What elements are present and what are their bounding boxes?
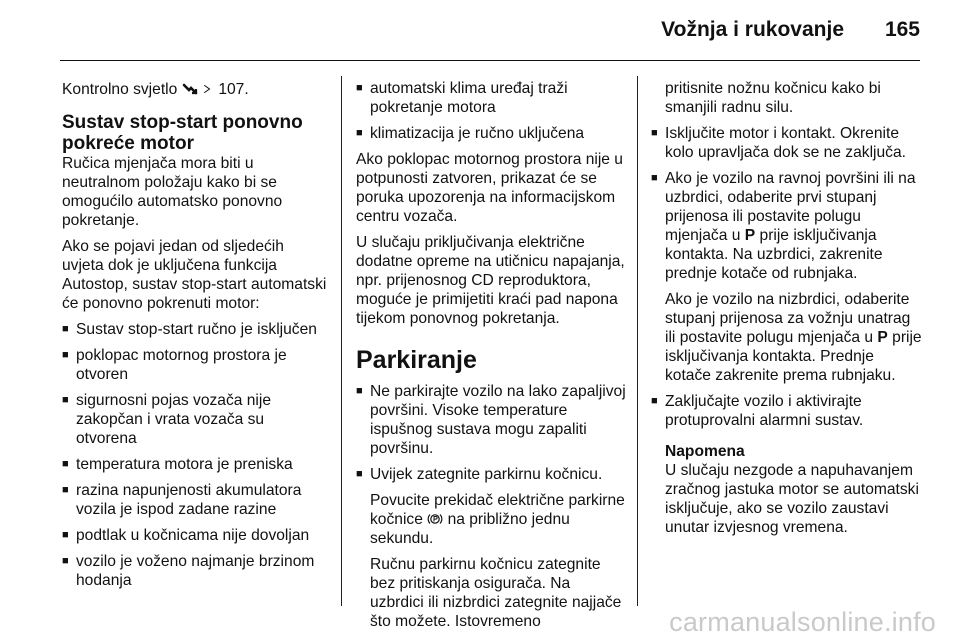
note-title: Napomena [665, 443, 745, 460]
header-title: Vožnja i rukovanje [661, 18, 844, 41]
list-item: ■ poklopac motornog prostora je otvoren [62, 346, 328, 384]
column-2 [356, 79, 626, 638]
gear-letter: P [744, 227, 756, 244]
list-item: ■ temperatura motora je preniska [62, 455, 328, 474]
paragraph: Ako poklopac motornog prostora nije u potpunosti zatvoren, prikazat će se poruka upozorenja na informacijskom centru vozača. [356, 151, 623, 225]
paragraph: Ručnu parkirnu kočnicu zategnite bez pritiskanja osigurača. Na uzbrdici ili nizbrdici zategnite najjače što možete. Istovremeno [370, 556, 622, 630]
list-item: ■ Isključite motor i kontakt. Okrenite kolo upravljača dok se ne zaključa. [651, 124, 923, 162]
list-item: ■ Zaključajte vozilo i aktivirajte protuprovalni alarmni sustav. [651, 392, 923, 430]
gear-letter: P [877, 329, 888, 346]
note-text: U slučaju nezgode a napuhavanjem zračnog jastuka motor se automatski isključuje, ako se vozilo zaustavi unutar izvjesnog vremena. [665, 462, 919, 536]
column-divider [637, 76, 638, 606]
paragraph: Ručica mjenjača mora biti u neutralnom položaju kako bi se omogućilo automatsko ponovno pokretanje. [62, 155, 283, 229]
column-1 [62, 80, 328, 597]
section-title: Parkiranje [356, 346, 477, 374]
list-item: ■ Sustav stop-start ručno je isključen [62, 320, 328, 339]
stop-start-indicator-icon [182, 82, 198, 96]
parking-brake-icon [427, 512, 443, 526]
column-divider [341, 76, 342, 606]
header-rule [60, 60, 920, 61]
list-item: ■ Uvijek zategnite parkirnu kočnicu. [356, 465, 626, 484]
list-item: ■ Ne parkirajte vozilo na lako zapaljivoj površini. Visoke temperature ispušnog sustava mogu zapaliti površinu. [356, 382, 626, 458]
list-item: ■ Ako je vozilo na ravnoj površini ili na uzbrdici, odaberite prvi stupanj prijenosa ili postavite polugu mjenjača u P prije isključivanja kontakta. Na uzbrdici, zakrenite prednje kotače od rubnjaka. [651, 169, 923, 283]
bullet-list [651, 124, 923, 283]
bullet-list [62, 320, 328, 590]
bullet-list [356, 79, 626, 143]
list-item: ■ klimatizacija je ručno uključena [356, 124, 626, 143]
watermark: carmanualsonline.info [669, 607, 936, 637]
bullet-list [356, 382, 626, 484]
paragraph: U slučaju priključivanja električne dodatne opreme na utičnicu napajanja, npr. prijenosnog CD reproduktora, moguće je primijetiti kraći pad napona tijekom ponovnog pokretanja. [356, 234, 625, 327]
subsection-heading: Sustav stop-start ponovno pokreće motor [62, 112, 303, 154]
list-item: ■ sigurnosni pojas vozača nije zakopčan i vrata vozača su otvorena [62, 391, 328, 448]
list-item: ■ razina napunjenosti akumulatora vozila je ispod zadane razine [62, 481, 328, 519]
paragraph: Ako je vozilo na nizbrdici, odaberite stupanj prijenosa za vožnju unatrag ili postavite polugu mjenjača u P prije isključivanja kontakta. Prednje kotače zakrenite prema rubnjaku. [665, 291, 922, 384]
page-number: 165 [884, 18, 920, 41]
page-header [0, 0, 960, 60]
note-box [651, 442, 923, 537]
intro-line: Kontrolno svjetlo 107. [62, 81, 249, 98]
paragraph: pritisnite nožnu kočnicu kako bi smanjili radnu silu. [665, 80, 881, 116]
cross-reference-icon [202, 82, 214, 96]
paragraph: Ako se pojavi jedan od sljedećih uvjeta dok je uključena funkcija Autostop, sustav stop-start automatski će ponovno pokrenuti motor: [62, 238, 327, 312]
list-item: ■ automatski klima uređaj traži pokretanje motora [356, 79, 626, 117]
column-3 [651, 79, 923, 544]
list-item: ■ podtlak u kočnicama nije dovoljan [62, 526, 328, 545]
list-item: ■ vozilo je voženo najmanje brzinom hodanja [62, 552, 328, 590]
bullet-list [651, 392, 923, 430]
paragraph: Povucite prekidač električne parkirne kočnice na približno jednu sekundu. [370, 492, 625, 547]
